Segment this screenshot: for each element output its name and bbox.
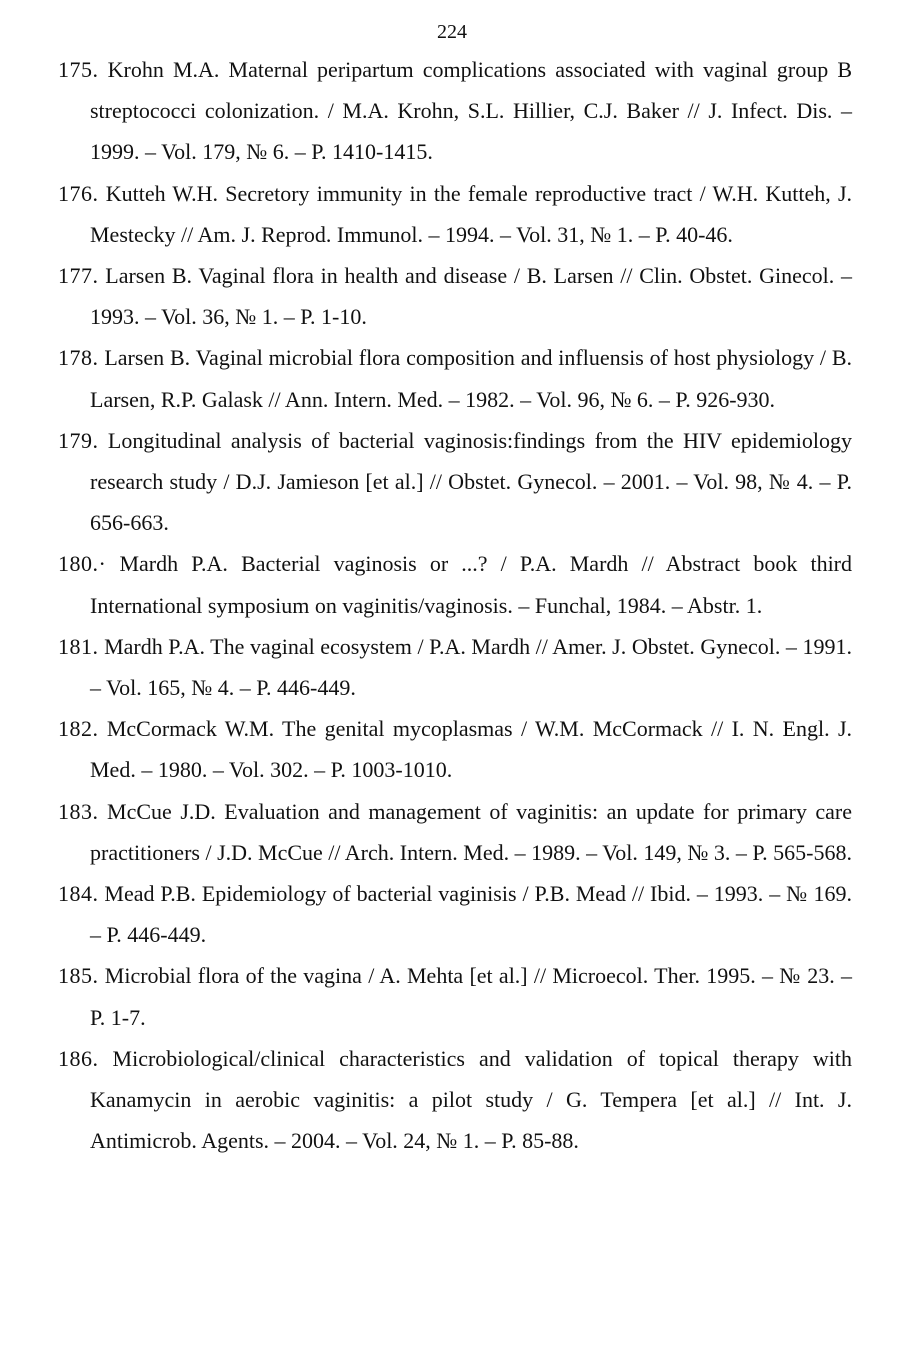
- reference-item: [58, 873, 852, 955]
- reference-text: Mardh P.A. The vaginal ecosystem / P.A. Mardh // Amer. J. Obstet. Gynecol. – 1991. – Vol. 165, № 4. – P. 446-449.: [90, 633, 853, 701]
- reference-text: Mead P.B. Epidemiology of bacterial vaginisis / P.B. Mead // Ibid. – 1993. – № 169. – P. 446-449.: [90, 881, 852, 948]
- reference-text: Krohn M.A. Maternal peripartum complications associated with vaginal group B streptococci colonization. / M.A. Krohn, S.L. Hillier, C.J. Baker // J. Infect. Dis. – 1999. – Vol. 179, № 6. – P. 1410-1415.: [90, 57, 852, 165]
- reference-number: 175.: [58, 57, 99, 82]
- reference-item: [58, 420, 852, 544]
- reference-item: [58, 791, 852, 873]
- reference-number: 181.: [58, 633, 99, 659]
- reference-text: Mardh P.A. Bacterial vaginosis or ...? / P.A. Mardh // Abstract book third International symposium on vaginitis/vaginosis. – Funchal, 1984. – Abstr. 1.: [90, 551, 853, 618]
- reference-item: [58, 337, 852, 419]
- reference-number: 178.: [58, 345, 99, 371]
- reference-item: [58, 173, 852, 255]
- reference-text: Microbiological/clinical characteristics and validation of topical therapy with Kanamycin in aerobic vaginitis: a pilot study / G. Tempera [et al.] // Int. J. Antimicrob. Agents. – 2004. – Vol. 24, № 1. – P. 85-88.: [90, 1045, 852, 1154]
- reference-number: 177.: [58, 263, 99, 289]
- reference-item: [58, 708, 852, 790]
- reference-text: Microbial flora of the vagina / A. Mehta [et al.] // Microecol. Ther. 1995. – № 23. – P. 1-7.: [90, 963, 853, 1030]
- page-number: 224: [437, 21, 467, 43]
- reference-text: Larsen B. Vaginal microbial flora composition and influensis of host physiology / B. Larsen, R.P. Galask // Ann. Intern. Med. – 1982. – Vol. 96, № 6. – P. 926-930.: [90, 345, 852, 412]
- reference-number: 184.: [58, 881, 99, 907]
- reference-text: McCue J.D. Evaluation and management of vaginitis: an update for primary care practitioners / J.D. McCue // Arch. Intern. Med. – 1989. – Vol. 149, № 3. – P. 565-568.: [90, 798, 853, 865]
- reference-number: 180.·: [58, 551, 107, 577]
- reference-text: Kutteh W.H. Secretory immunity in the female reproductive tract / W.H. Kutteh, J. Mestecky // Am. J. Reprod. Immunol. – 1994. – Vol. 31, № 1. – P. 40-46.: [90, 180, 853, 247]
- reference-list: [58, 49, 852, 1161]
- reference-number: 186.: [58, 1045, 99, 1071]
- reference-text: Longitudinal analysis of bacterial vaginosis:findings from the HIV epidemiology research study / D.J. Jamieson [et al.] // Obstet. Gynecol. – 2001. – Vol. 98, № 4. – P. 656-663.: [90, 427, 853, 536]
- reference-item: [58, 543, 852, 625]
- reference-item: [58, 255, 852, 337]
- reference-number: 176.: [58, 180, 99, 206]
- reference-item: [58, 626, 852, 708]
- reference-text: McCormack W.M. The genital mycoplasmas / W.M. McCormack // I. N. Engl. J. Med. – 1980. – Vol. 302. – P. 1003-1010.: [90, 716, 853, 783]
- reference-text: Larsen B. Vaginal flora in health and disease / B. Larsen // Clin. Obstet. Ginecol. – 1993. – Vol. 36, № 1. – P. 1-10.: [90, 263, 853, 330]
- reference-item: [58, 49, 852, 173]
- reference-number: 183.: [58, 798, 99, 824]
- reference-number: 179.: [58, 427, 99, 453]
- reference-number: 185.: [58, 963, 99, 989]
- reference-item: [58, 955, 852, 1037]
- reference-item: [58, 1038, 852, 1162]
- reference-number: 182.: [58, 716, 99, 742]
